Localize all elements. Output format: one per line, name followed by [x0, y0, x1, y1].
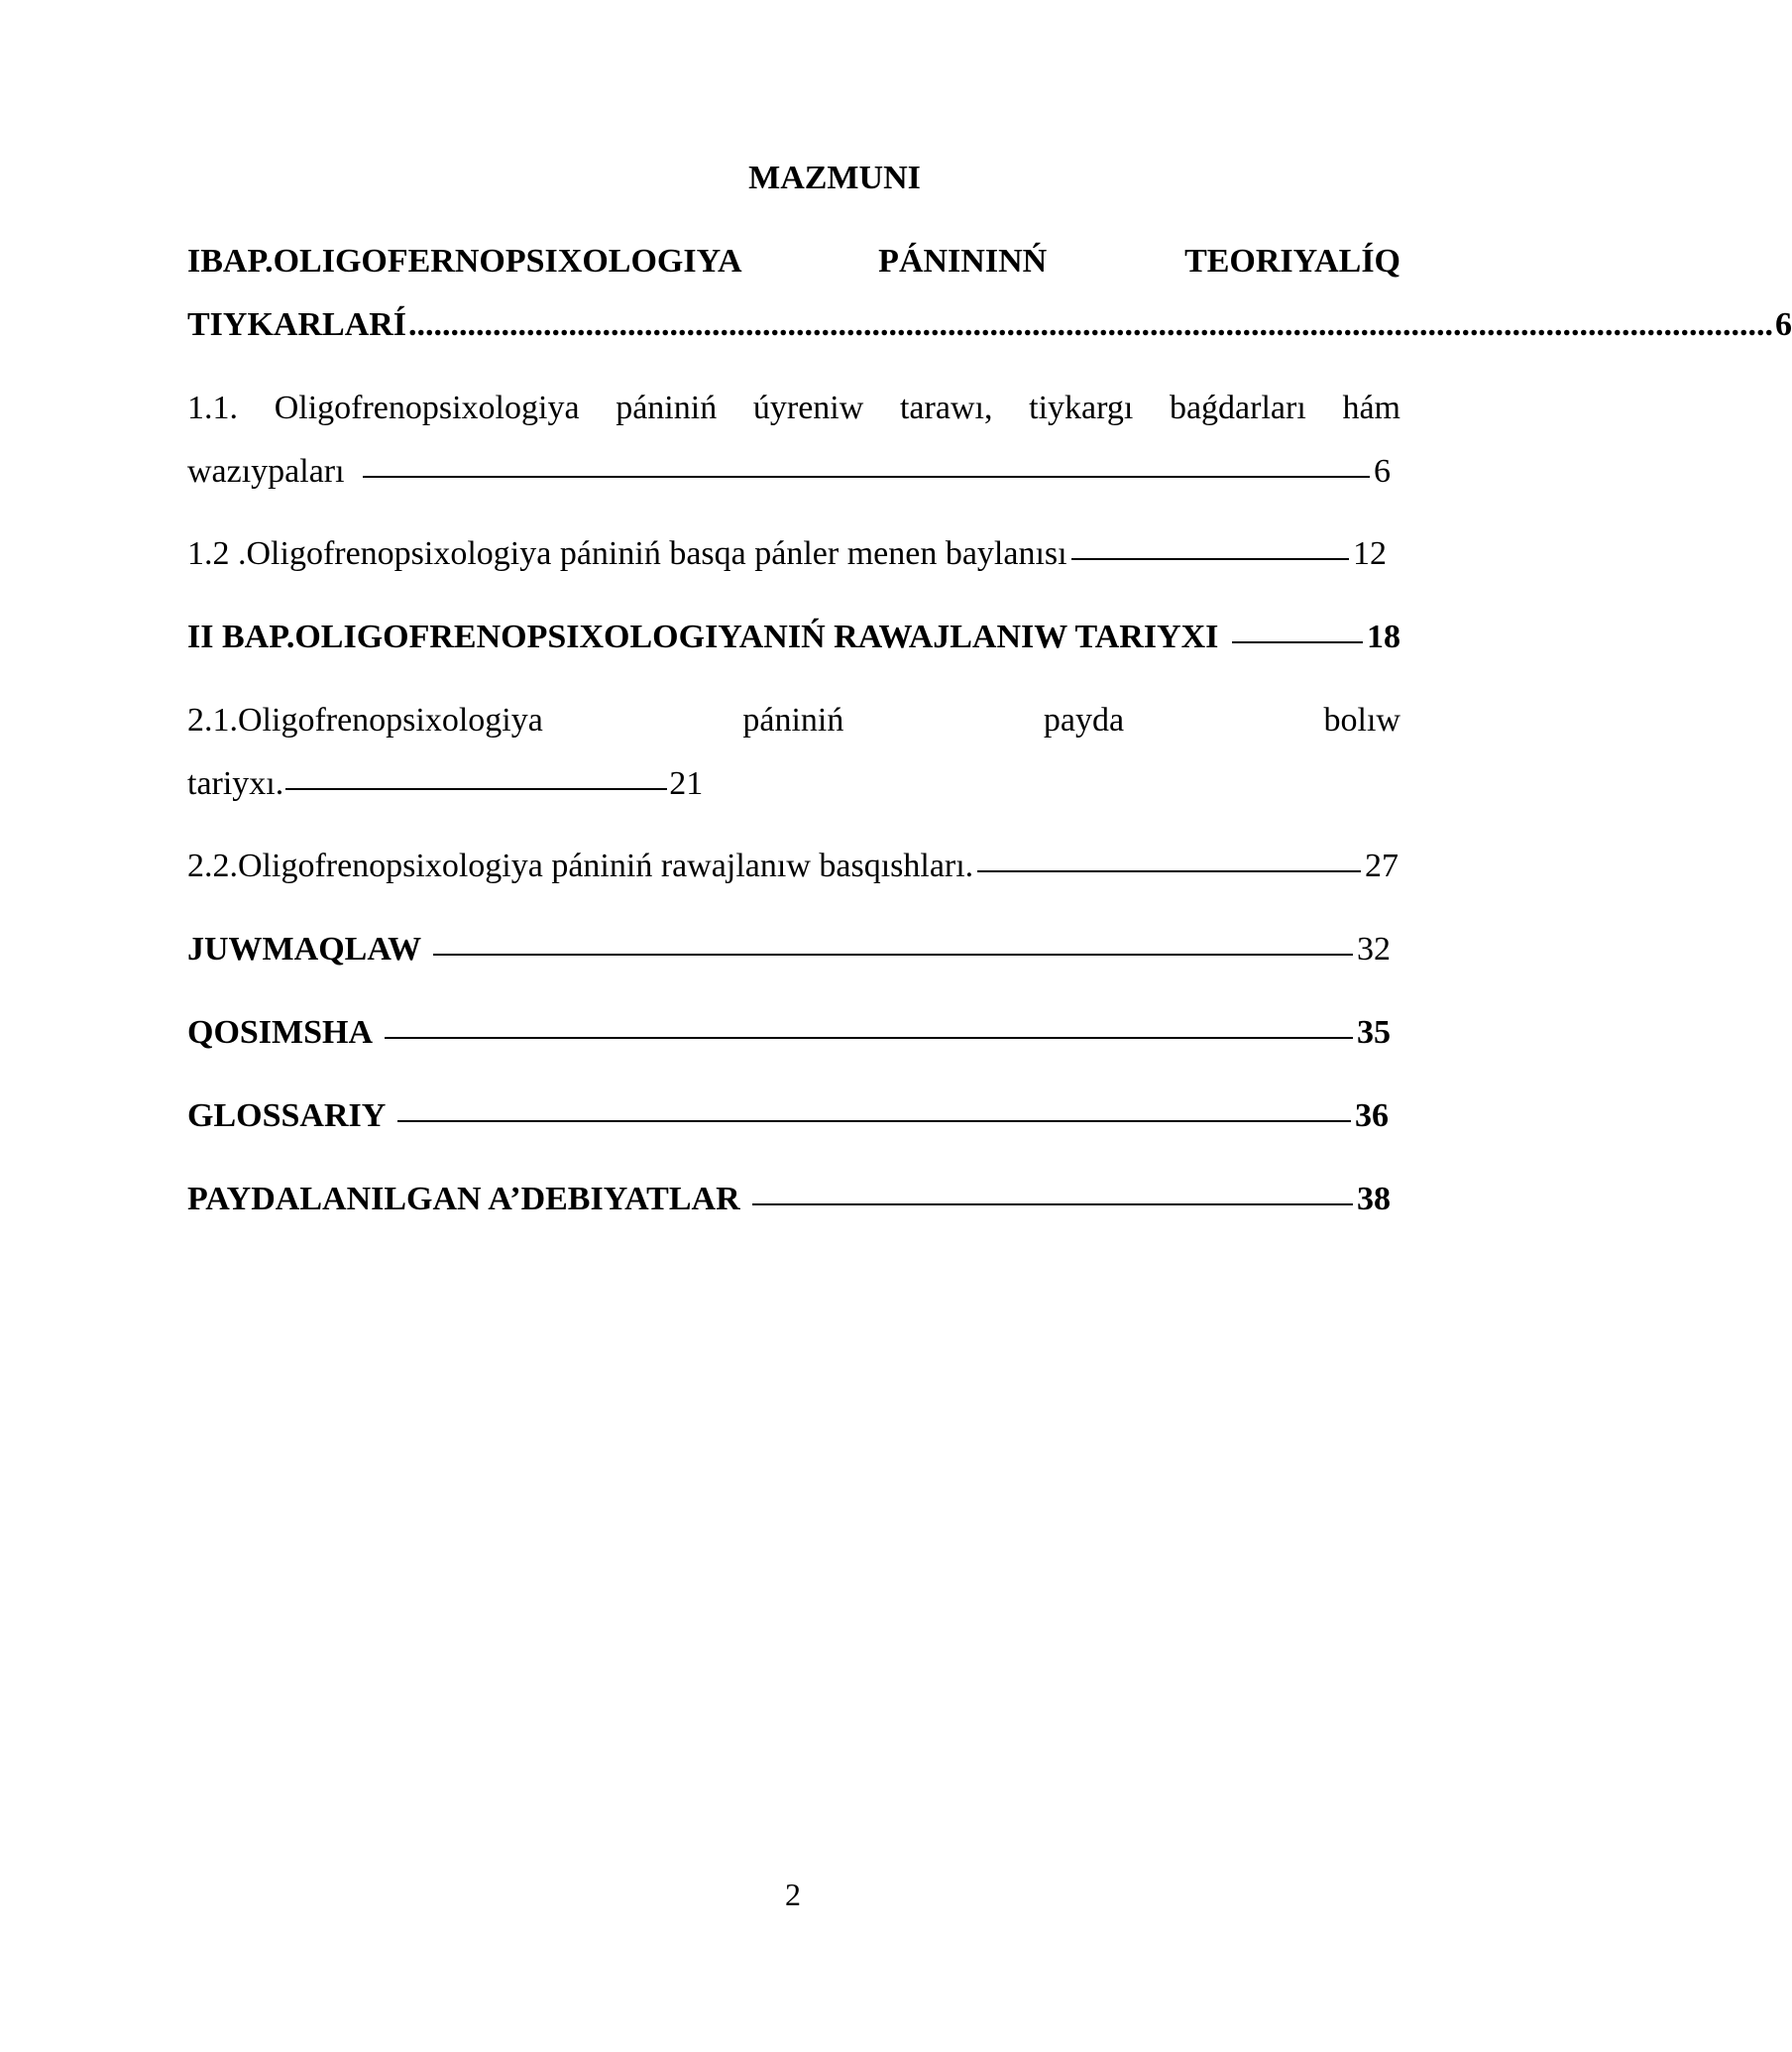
toc-entry-2-1[interactable]	[187, 689, 1400, 816]
toc-entry-text: 2.2.Oligofrenopsixologiya pániniń rawajlanıw basqıshları.	[187, 848, 974, 884]
page-title: MAZMUNI	[748, 160, 921, 196]
leader-line	[1232, 641, 1363, 643]
toc-entry-text: II BAP.OLIGOFRENOPSIXOLOGIYANIŃ RAWAJLANIW TARIYXI	[187, 619, 1219, 655]
toc-page-number: 21	[669, 765, 704, 802]
toc-entry-1-2[interactable]	[187, 522, 1400, 586]
toc-entry-glossary[interactable]	[187, 1084, 1400, 1148]
toc-entry-text: PAYDALANILGAN A’DEBIYATLAR	[187, 1181, 740, 1217]
toc-page-number: 6	[1775, 306, 1792, 343]
leader-line	[285, 788, 667, 790]
toc-entry-appendix[interactable]	[187, 1001, 1400, 1065]
toc-entry-text: 1.2 .Oligofrenopsixologiya pániniń basqa pánler menen baylanısı	[187, 535, 1067, 572]
toc-page-number: 32	[1357, 931, 1391, 968]
toc-entry-1-1[interactable]	[187, 377, 1400, 504]
leader-line	[977, 870, 1361, 872]
toc-entry-text: JUWMAQLAW	[187, 931, 422, 968]
leader-line	[1071, 558, 1349, 560]
toc-page-number: 36	[1355, 1097, 1389, 1134]
toc-entry-text-continued: tariyxı.	[187, 765, 284, 802]
leader-line	[363, 476, 1370, 478]
leader-line	[752, 1203, 1353, 1205]
toc-page-number: 18	[1367, 619, 1400, 655]
toc-entry-conclusion[interactable]	[187, 918, 1400, 981]
toc-page-number: 35	[1357, 1014, 1391, 1051]
toc-entry-text: GLOSSARIY	[187, 1097, 387, 1134]
leader-line	[397, 1120, 1351, 1122]
toc-entry-text: IBAP.OLIGOFERNOPSIXOLOGIYA PÁNININŃ TEORIYALÍQ	[187, 243, 1400, 280]
page-number: 2	[785, 1877, 801, 1912]
toc-entry-text: 2.1.Oligofrenopsixologiya pániniń payda bolıw	[187, 702, 1400, 739]
toc-page-number: 27	[1365, 848, 1399, 884]
toc-entry-text-continued: TIYKARLARÍ	[187, 306, 407, 343]
leader-line	[433, 954, 1353, 956]
dot-leader: ..................................................................................................................................................................	[408, 306, 1774, 343]
toc-entry-text: 1.1. Oligofrenopsixologiya pániniń úyreniw tarawı, tiykargı baǵdarları hám	[187, 390, 1400, 426]
toc-entry-2-2[interactable]	[187, 835, 1400, 898]
toc-entry-text: QOSIMSHA	[187, 1014, 374, 1051]
leader-line	[385, 1037, 1353, 1039]
toc-entry-chapter-1[interactable]	[187, 230, 1792, 357]
toc-entry-text-continued: wazıypaları	[187, 453, 345, 490]
toc-page-number: 12	[1353, 535, 1387, 572]
toc-page-number: 38	[1357, 1181, 1391, 1217]
toc-entry-chapter-2[interactable]	[187, 606, 1400, 669]
toc-entry-references[interactable]	[187, 1168, 1400, 1231]
toc-page-number: 6	[1374, 453, 1391, 490]
